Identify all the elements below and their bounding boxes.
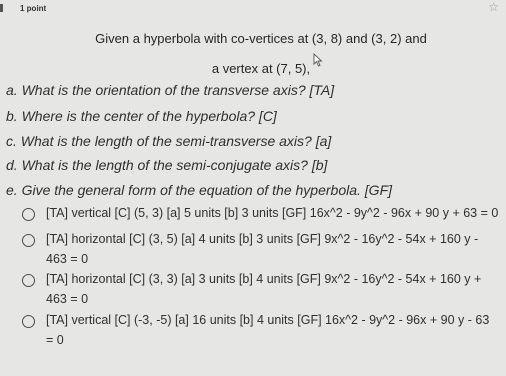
radio-button[interactable] [22, 274, 35, 287]
option-text-line2: = 0 [46, 333, 64, 347]
option-text-line1: [TA] vertical [C] (-3, -5) [a] 16 units [b] 4 units [GF] 16x^2 - 9y^2 - 96x + 90 y - 63 [46, 313, 490, 327]
star-icon[interactable]: ☆ [488, 0, 499, 14]
radio-button[interactable] [22, 208, 35, 221]
radio-button[interactable] [22, 234, 35, 247]
question-prompt [46, 24, 476, 84]
question-e: e. Give the general form of the equation of the hyperbola. [GF] [6, 182, 393, 198]
option-text-line2: 463 = 0 [46, 252, 89, 266]
radio-button[interactable] [22, 315, 35, 328]
prompt-line-1: Given a hyperbola with co-vertices at (3, 8) and (3, 2) and [95, 31, 427, 46]
question-c: c. What is the length of the semi-transverse axis? [a] [6, 133, 332, 149]
mouse-pointer-icon [313, 53, 323, 67]
option-text-line1: [TA] horizontal [C] (3, 3) [a] 3 units [b] 4 units [GF] 9x^2 - 16y^2 - 54x + 160 y + [46, 272, 482, 286]
option-text-line1: [TA] horizontal [C] (3, 5) [a] 4 units [b] 3 units [GF] 9x^2 - 16y^2 - 54x + 160 y - [46, 232, 479, 246]
prompt-line-2: a vertex at (7, 5), [211, 61, 311, 76]
required-marker [0, 4, 3, 12]
question-b: b. Where is the center of the hyperbola? [C] [6, 108, 277, 124]
option-text-line1: [TA] vertical [C] (5, 3) [a] 5 units [b] 3 units [GF] 16x^2 - 9y^2 - 96x + 90 y + 63 = 0 [46, 206, 499, 220]
points-label: 1 point [20, 4, 47, 13]
question-d: d. What is the length of the semi-conjugate axis? [b] [6, 157, 328, 173]
question-a: a. What is the orientation of the transverse axis? [TA] [6, 82, 335, 98]
option-text-line2: 463 = 0 [46, 292, 89, 306]
